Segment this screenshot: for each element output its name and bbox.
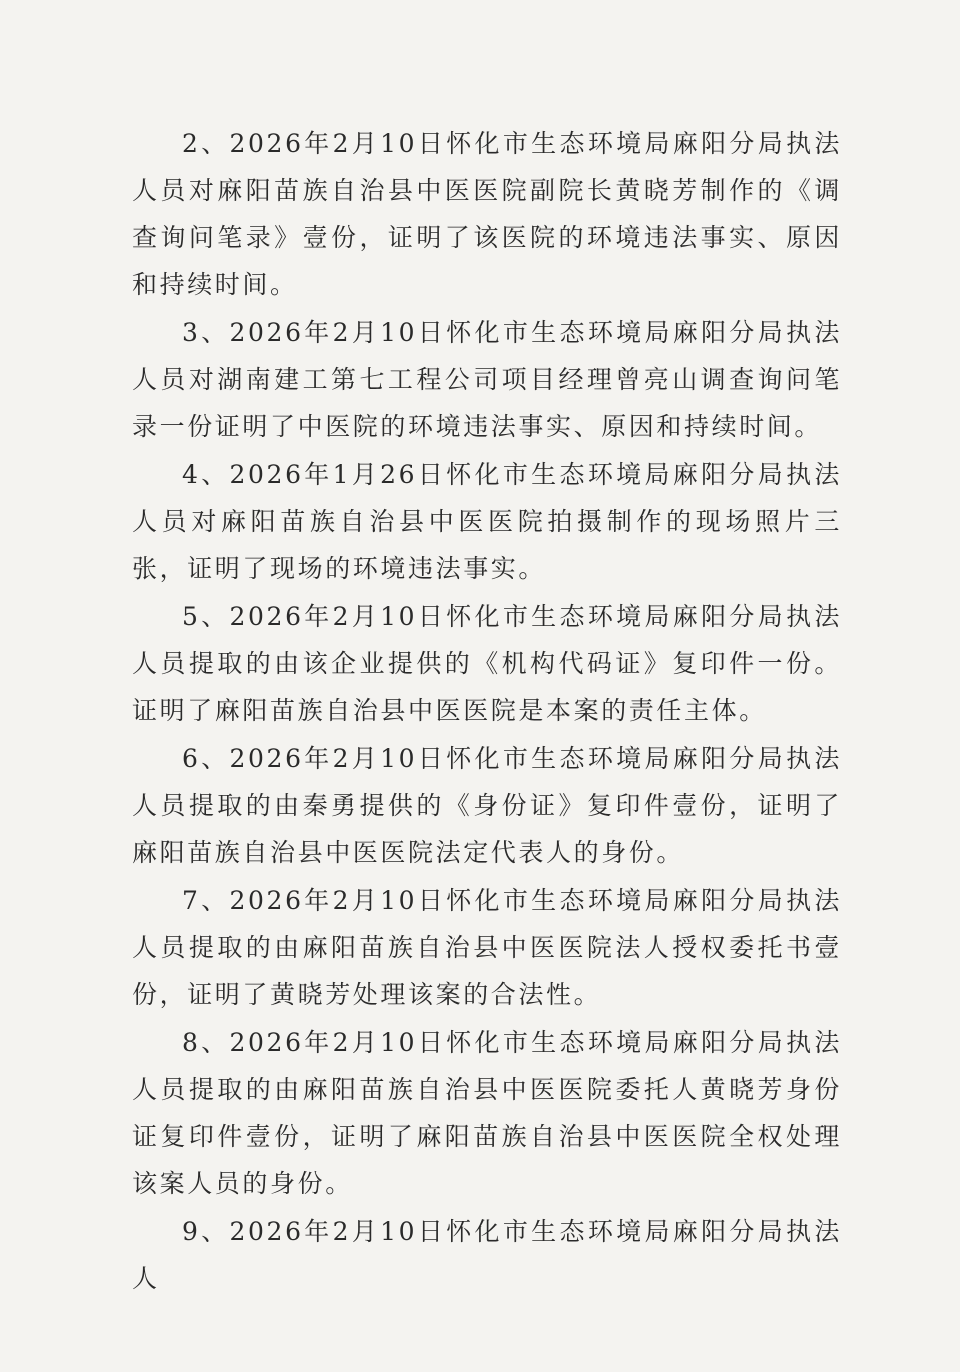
evidence-item-2: 2、2026年2月10日怀化市生态环境局麻阳分局执法人员对麻阳苗族自治县中医医院副院长黄晓芳制作的《调查询问笔录》壹份，证明了该医院的环境违法事实、原因和持续时间。 <box>132 129 842 299</box>
document-body <box>132 120 842 1303</box>
evidence-item-5: 5、2026年2月10日怀化市生态环境局麻阳分局执法人员提取的由该企业提供的《机构代码证》复印件一份。证明了麻阳苗族自治县中医医院是本案的责任主体。 <box>132 602 842 725</box>
evidence-item-6: 6、2026年2月10日怀化市生态环境局麻阳分局执法人员提取的由秦勇提供的《身份证》复印件壹份，证明了麻阳苗族自治县中医医院法定代表人的身份。 <box>132 744 842 867</box>
evidence-item-4: 4、2026年1月26日怀化市生态环境局麻阳分局执法人员对麻阳苗族自治县中医医院拍摄制作的现场照片三张，证明了现场的环境违法事实。 <box>132 460 842 583</box>
evidence-item-9: 9、2026年2月10日怀化市生态环境局麻阳分局执法人 <box>132 1217 842 1293</box>
evidence-item-3: 3、2026年2月10日怀化市生态环境局麻阳分局执法人员对湖南建工第七工程公司项目经理曾亮山调查询问笔录一份证明了中医院的环境违法事实、原因和持续时间。 <box>132 318 842 441</box>
evidence-item-7: 7、2026年2月10日怀化市生态环境局麻阳分局执法人员提取的由麻阳苗族自治县中医医院法人授权委托书壹份，证明了黄晓芳处理该案的合法性。 <box>132 886 842 1009</box>
evidence-item-8: 8、2026年2月10日怀化市生态环境局麻阳分局执法人员提取的由麻阳苗族自治县中医医院委托人黄晓芳身份证复印件壹份，证明了麻阳苗族自治县中医医院全权处理该案人员的身份。 <box>132 1028 842 1198</box>
